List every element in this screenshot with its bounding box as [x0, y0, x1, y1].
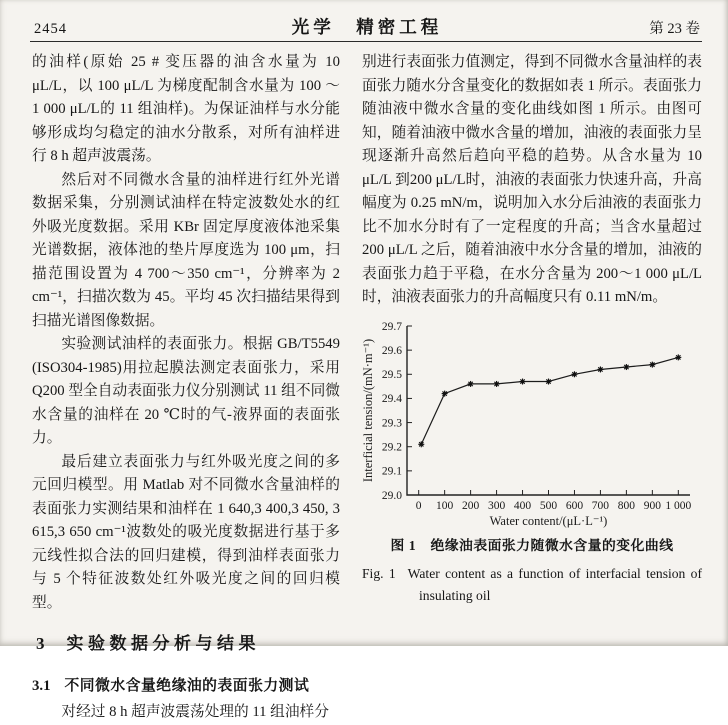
body-paragraph: 对经过 8 h 超声波震荡处理的 11 组油样分 — [61, 704, 329, 720]
svg-text:300: 300 — [487, 499, 506, 512]
svg-text:800: 800 — [617, 499, 636, 512]
volume-label: 第 23 卷 — [649, 21, 700, 37]
subsection-number: 3.1 — [32, 677, 51, 694]
svg-text:400: 400 — [513, 499, 532, 512]
subsection-heading — [32, 675, 340, 699]
figure-1 — [362, 317, 702, 608]
figure-caption-en-text: Water content as a function of interfacial tension of insulating oil — [407, 566, 702, 603]
svg-text:29.1: 29.1 — [381, 465, 402, 478]
svg-text:29.5: 29.5 — [381, 368, 402, 381]
subsection-title: 不同微水含量绝缘油的表面张力测试 — [64, 677, 310, 694]
body-paragraph: 的油样(原始 25 # 变压器的油含水量为 10 μL/L，以 100 μL/L 为梯度配制含水量为 100 ～ 1 000 μL/L的 11 组油样)。为保证油样与水分能够形成均匀稳定的油水分散系，对所有油样进行 8 h 超声波震荡。 — [32, 54, 340, 164]
svg-text:1 000: 1 000 — [665, 499, 692, 512]
svg-text:Water content/(μL·L⁻¹): Water content/(μL·L⁻¹) — [489, 513, 608, 528]
right-column — [362, 51, 702, 725]
body-paragraph: 别进行表面张力值测定，得到不同微水含量油样的表面张力随水分含量变化的数据如表 1 所示。表面张力随油液中微水含量的变化曲线如图 1 所示。由图可知，随着油液中微水含量的增加，油液的表面张力呈现逐渐升高然后趋向平稳的趋势。从含水量为 10 μL/L 到200 μL/L时，油液的表面张力快速升高，升高幅度为 0.25 mN/m，说明加入水分后油液的表面张力比不加水分时有了一定程度的升高；当含水量超过 200 μL/L 之后，随着油液中水分含量的增加，油液的表面张力趋于平稳，在水分含量为 200～1 000 μL/L 时，油液表面张力的升高幅度只有 0.11 mN/m。 — [362, 54, 702, 305]
body-paragraph: 最后建立表面张力与红外吸光度之间的多元回归模型。用 Matlab 对不同微水含量油样的表面张力实测结果和油样在 1 640,3 400,3 450, 3 615,3 650 cm⁻¹波数处的吸光度数据进行基于多元线性拟合法的回归建模，得到油样表面张力与 5 个特征波数处红外吸光度之间的回归模型。 — [32, 453, 340, 611]
figure-caption-zh: 图 1 绝缘油表面张力随微水含量的变化曲线 — [390, 537, 674, 553]
page-number: 2454 — [34, 21, 67, 37]
svg-text:500: 500 — [539, 499, 558, 512]
section-heading — [36, 632, 340, 656]
section-title: 实验数据分析与结果 — [66, 634, 260, 653]
svg-text:Interficial tension/(mN·m⁻¹): Interficial tension/(mN·m⁻¹) — [361, 338, 375, 482]
svg-text:900: 900 — [643, 499, 661, 512]
body-paragraph: 实验测试油样的表面张力。根据 GB/T5549 (ISO304-1985)用拉起膜法测定表面张力，采用 Q200 型全自动表面张力仪分别测试 11 组不同微水含量的油样在 20 ℃时的气-液界面的表面张力。 — [32, 336, 340, 446]
figure-caption-en-label: Fig. 1 — [362, 566, 396, 581]
figure-caption — [362, 534, 702, 608]
header-rule — [30, 41, 702, 42]
figure-caption-en — [362, 563, 702, 607]
svg-text:200: 200 — [461, 499, 480, 512]
journal-title: 光学 精密工程 — [291, 17, 443, 37]
svg-text:29.4: 29.4 — [381, 392, 402, 405]
line-chart — [360, 317, 700, 531]
svg-text:100: 100 — [436, 499, 454, 512]
svg-text:29.6: 29.6 — [381, 344, 402, 357]
svg-text:29.7: 29.7 — [381, 320, 402, 333]
svg-text:29.0: 29.0 — [381, 489, 402, 502]
page-body — [32, 51, 702, 725]
body-paragraph: 然后对不同微水含量的油样进行红外光谱数据采集，分别测试油样在特定波数处水的红外吸光度数据。采用 KBr 固定厚度液体池采集光谱数据，液体池的垫片厚度选为 100 μm，扫描范围设置为 4 700～350 cm⁻¹，分辨率为 2 cm⁻¹，扫描次数为 45。平均 45 次扫描结果得到扫描光谱图像数据。 — [32, 171, 340, 329]
left-column — [32, 51, 340, 725]
svg-text:700: 700 — [591, 499, 610, 512]
svg-text:600: 600 — [565, 499, 584, 512]
page-header — [34, 14, 700, 39]
svg-text:29.3: 29.3 — [381, 416, 402, 429]
svg-text:0: 0 — [415, 499, 422, 512]
section-number: 3 — [36, 634, 45, 653]
svg-text:29.2: 29.2 — [381, 441, 402, 454]
